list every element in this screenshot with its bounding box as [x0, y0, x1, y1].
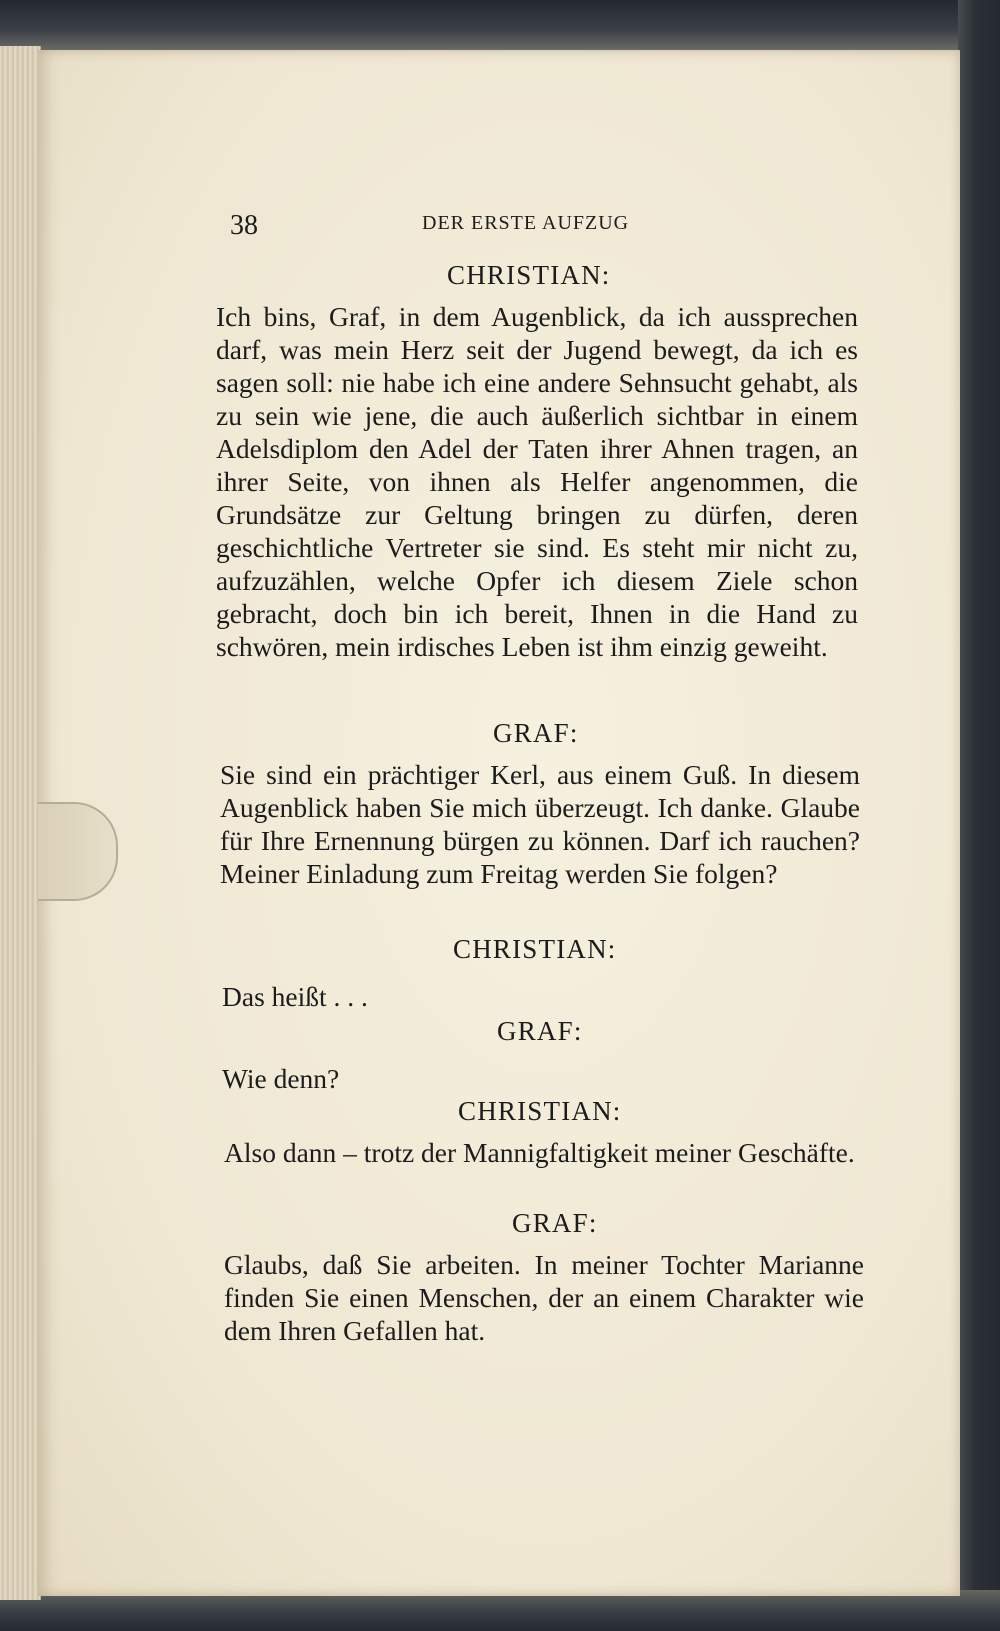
speech-christian-3: Also dann – trotz der Mannigfaltigkeit meiner Geschäfte.: [224, 1137, 855, 1168]
speech-christian-1: Ich bins, Graf, in dem Augenblick, da ich aussprechen darf, was mein Herz seit der Jugend bewegt, da ich es sagen soll: nie habe ich eine andere Sehnsucht gehabt, als zu sein wie jene, die auch äußerlich sichtbar in einem Adelsdiplom den Adel der Taten ihrer Ahnen tragen, an ihrer Seite, von ihnen als Helfer angenommen, die Grundsätze zur Geltung bringen zu dürfen, deren geschichtliche Vertreter sie sind. Es steht mir nicht zu, aufzuzählen, welche Opfer ich diesem Ziele schon gebracht, doch bin ich bereit, Ihnen in die Hand zu schwören, mein irdisches Leben ist ihm einzig geweiht.: [216, 301, 858, 662]
speaker-christian: CHRISTIAN:: [458, 1096, 622, 1126]
speaker-graf: GRAF:: [512, 1208, 598, 1238]
speaker-christian: CHRISTIAN:: [453, 934, 617, 964]
speaker-graf: GRAF:: [497, 1016, 583, 1046]
book-cover-bottom: [0, 1590, 1000, 1631]
speech-christian-2: Das heißt . . .: [222, 981, 368, 1012]
speech-graf-1: Sie sind ein prächtiger Kerl, aus einem Guß. In diesem Augenblick haben Sie mich überzeugt. Ich danke. Glaube für Ihre Ernennung bürgen zu können. Darf ich rauchen? Meiner Einladung zum Freitag werden Sie folgen?: [220, 759, 860, 889]
speech-graf-2: Wie denn?: [222, 1063, 340, 1094]
page-edges: [0, 46, 41, 1600]
speaker-graf: GRAF:: [493, 718, 579, 748]
book-cover-top: [0, 0, 1000, 50]
page-number: 38: [230, 210, 258, 241]
book-page: [38, 50, 960, 1596]
page-text: [38, 50, 960, 1596]
running-head: DER ERSTE AUFZUG: [422, 212, 630, 234]
speech-graf-3: Glaubs, daß Sie arbeiten. In meiner Tochter Marianne finden Sie einen Menschen, der an einem Charakter wie dem Ihren Gefallen hat.: [224, 1249, 864, 1346]
book-cover-right: [958, 0, 1000, 1631]
speaker-christian: CHRISTIAN:: [447, 260, 611, 290]
